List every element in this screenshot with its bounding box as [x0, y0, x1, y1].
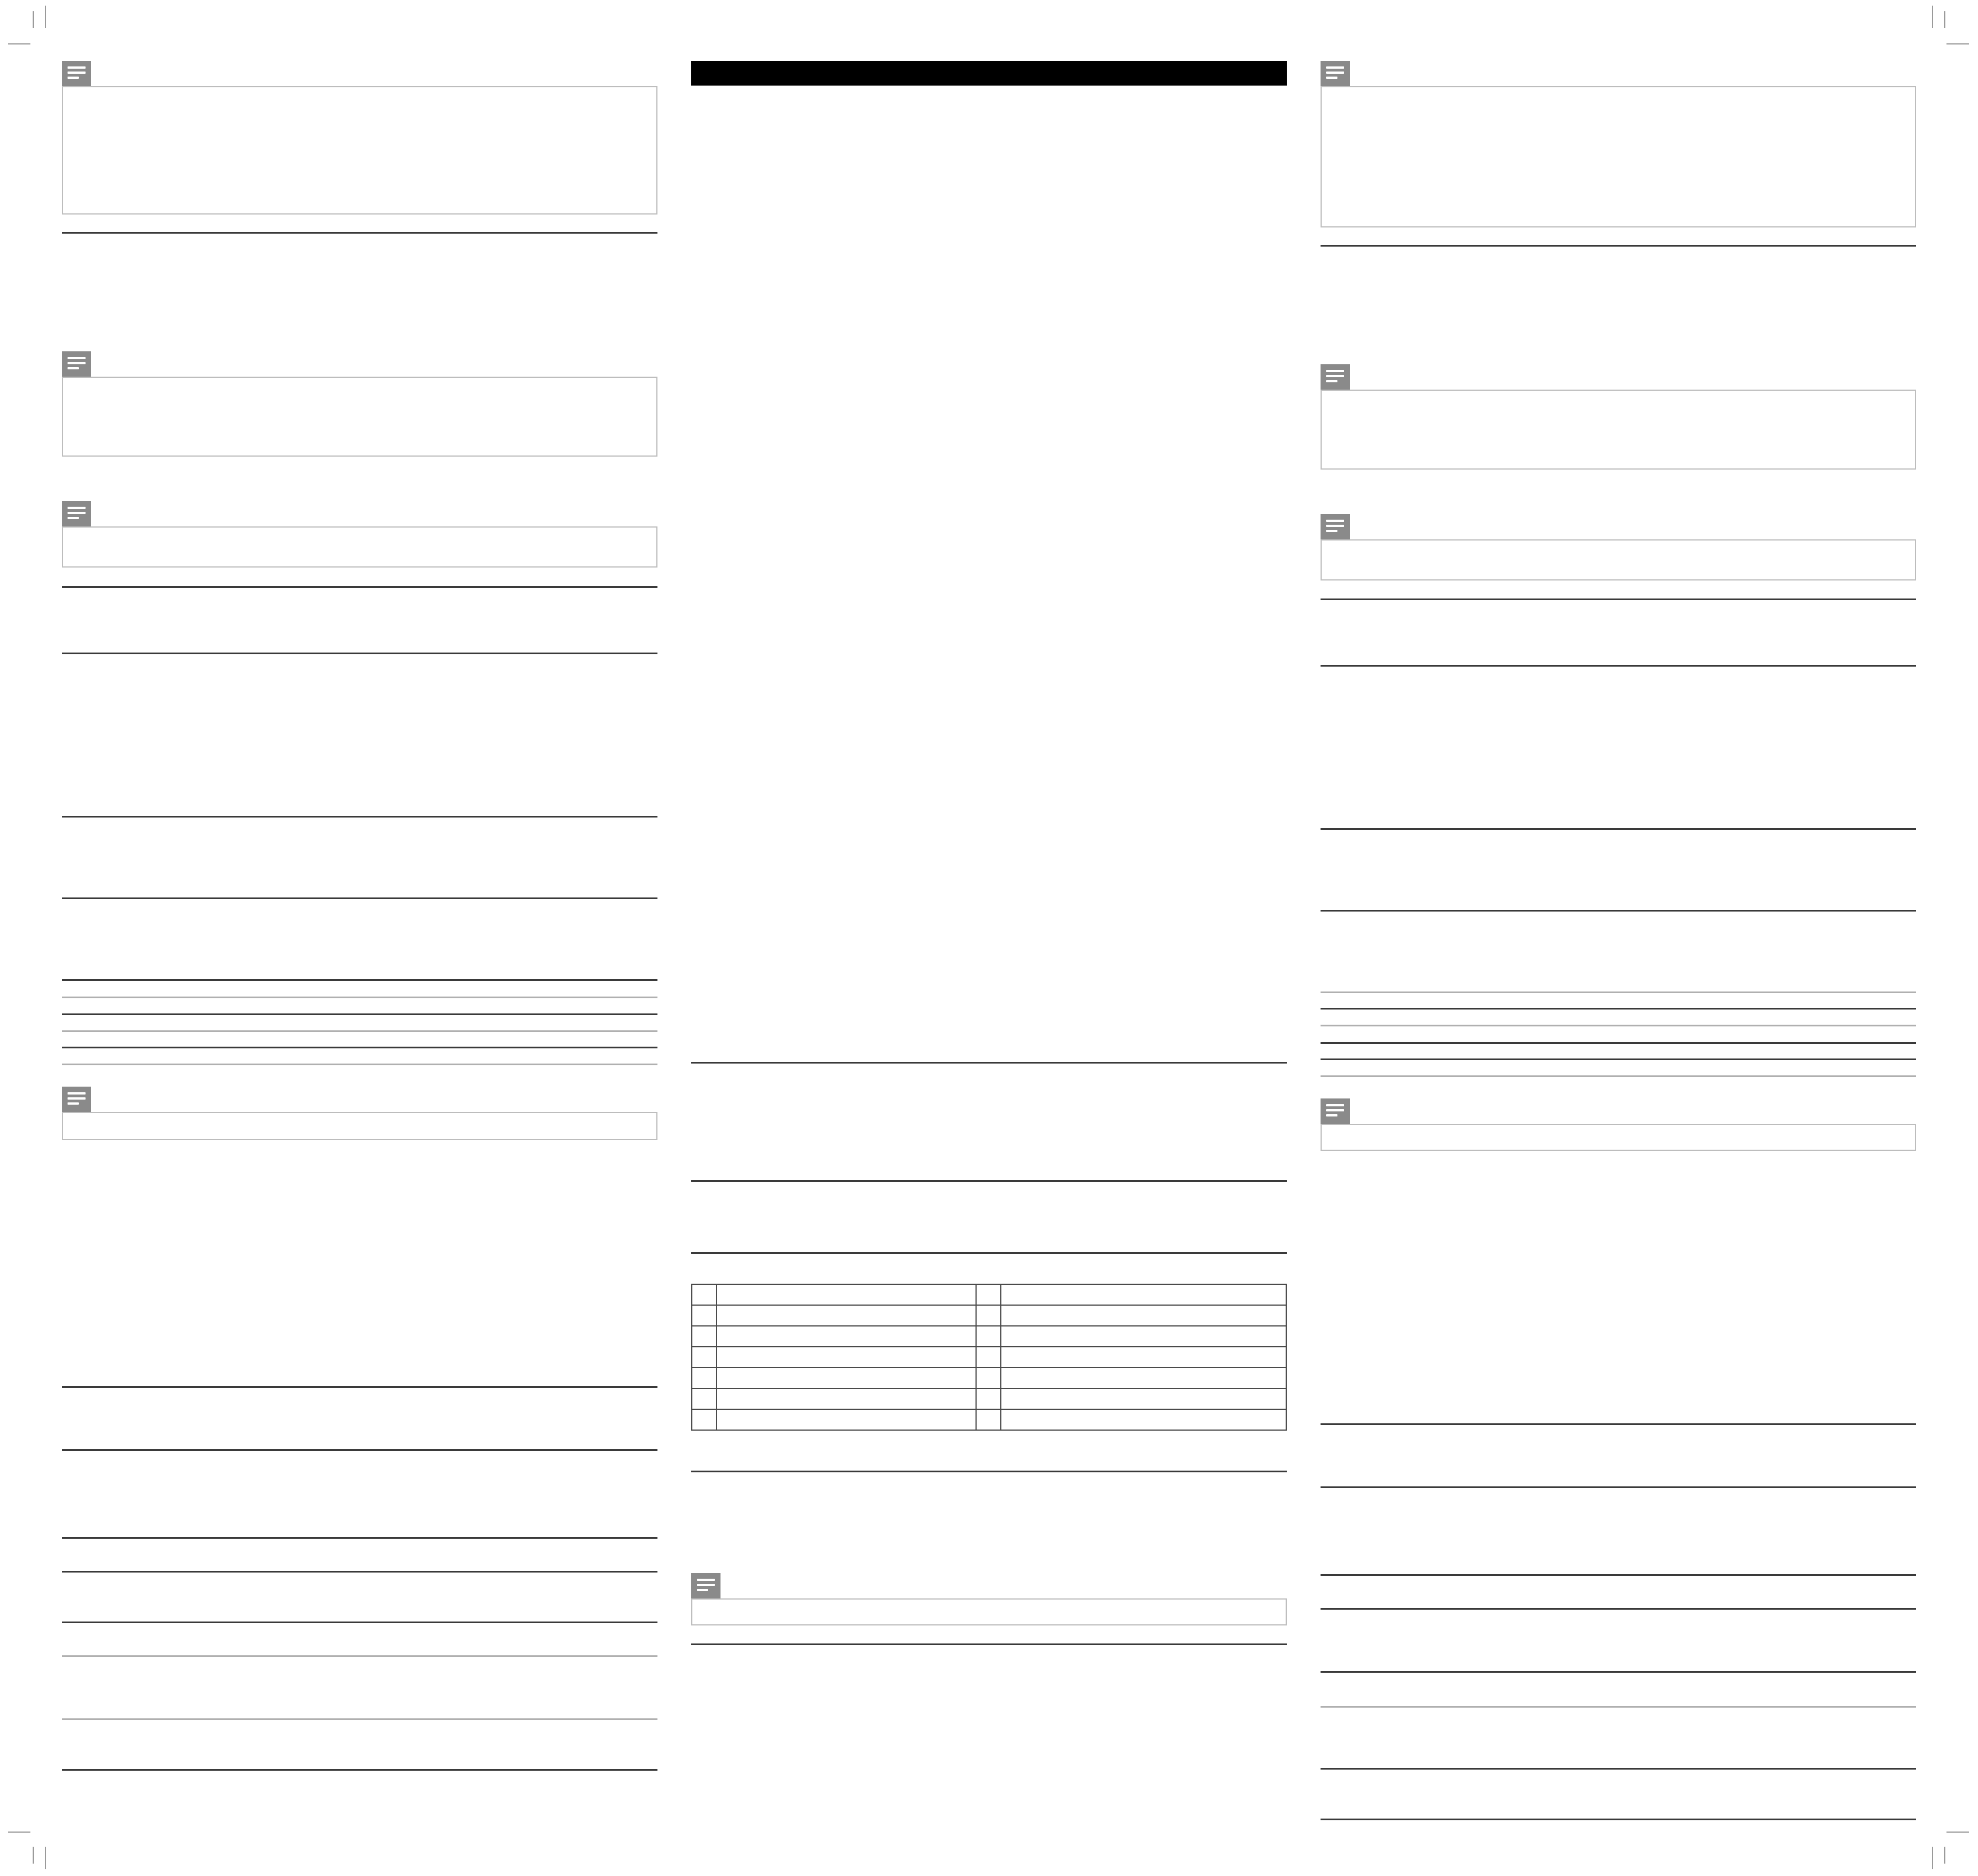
- section-divider: [62, 997, 657, 998]
- section-divider: [691, 1471, 1287, 1472]
- note-icon: [1321, 364, 1350, 390]
- note-box: [1321, 86, 1916, 227]
- table-row: [692, 1326, 1286, 1347]
- section-divider: [1321, 1706, 1916, 1708]
- section-divider: [1321, 1671, 1916, 1673]
- section-divider: [62, 232, 657, 234]
- section-divider: [62, 979, 657, 981]
- section-divider: [691, 1180, 1287, 1182]
- table-row: [692, 1284, 1286, 1305]
- section-divider: [62, 1571, 657, 1573]
- section-divider: [1321, 1008, 1916, 1010]
- note-icon: [62, 351, 91, 377]
- note-box: [62, 1112, 657, 1140]
- note-box: [62, 377, 657, 457]
- spec-table: [691, 1284, 1287, 1431]
- note-icon: [691, 1573, 721, 1599]
- section-divider: [1321, 991, 1916, 993]
- section-divider: [1321, 1486, 1916, 1488]
- note-box: [1321, 1124, 1916, 1151]
- section-divider: [1321, 828, 1916, 830]
- section-divider: [62, 1047, 657, 1048]
- crop-mark: [8, 1832, 30, 1833]
- crop-mark: [1932, 6, 1933, 28]
- crop-mark: [1946, 1832, 1969, 1833]
- section-divider: [62, 586, 657, 588]
- note-box: [691, 1598, 1287, 1625]
- section-divider: [1321, 1058, 1916, 1060]
- note-icon: [62, 501, 91, 527]
- table-row: [692, 1305, 1286, 1326]
- note-box: [1321, 390, 1916, 470]
- note-box: [1321, 539, 1916, 580]
- section-divider: [1321, 1042, 1916, 1044]
- section-divider: [691, 1252, 1287, 1254]
- section-divider: [62, 816, 657, 818]
- table-row: [692, 1368, 1286, 1388]
- note-box: [62, 86, 657, 215]
- table-row: [692, 1388, 1286, 1409]
- section-divider: [1321, 1423, 1916, 1425]
- section-divider: [62, 1386, 657, 1388]
- crop-mark: [33, 1847, 34, 1864]
- section-divider: [62, 1718, 657, 1720]
- section-divider: [1321, 1574, 1916, 1576]
- section-divider: [62, 1622, 657, 1623]
- section-divider: [1321, 910, 1916, 912]
- crop-mark: [8, 43, 30, 44]
- note-icon: [62, 1087, 91, 1113]
- table-row: [692, 1347, 1286, 1368]
- note-box: [62, 526, 657, 568]
- section-divider: [62, 897, 657, 899]
- section-divider: [62, 1537, 657, 1539]
- crop-mark: [33, 11, 34, 28]
- crop-mark: [1944, 11, 1945, 28]
- section-header-bar: [691, 61, 1287, 86]
- note-icon: [1321, 514, 1350, 540]
- section-divider: [1321, 1768, 1916, 1770]
- section-divider: [1321, 1608, 1916, 1610]
- section-divider: [62, 1064, 657, 1065]
- crop-mark: [45, 1847, 46, 1869]
- crop-mark: [1946, 43, 1969, 44]
- section-divider: [1321, 1025, 1916, 1026]
- section-divider: [1321, 665, 1916, 667]
- note-icon: [1321, 1098, 1350, 1124]
- section-divider: [62, 1030, 657, 1032]
- note-icon: [62, 61, 91, 87]
- section-divider: [62, 1449, 657, 1451]
- section-divider: [691, 1062, 1287, 1064]
- table-row: [692, 1409, 1286, 1430]
- section-divider: [62, 1013, 657, 1015]
- section-divider: [1321, 245, 1916, 247]
- section-divider: [1321, 1075, 1916, 1077]
- section-divider: [62, 1769, 657, 1771]
- crop-mark: [45, 6, 46, 28]
- section-divider: [1321, 598, 1916, 600]
- section-divider: [62, 1655, 657, 1657]
- section-divider: [691, 1643, 1287, 1645]
- note-icon: [1321, 61, 1350, 87]
- crop-mark: [1932, 1847, 1933, 1869]
- crop-mark: [1944, 1847, 1945, 1864]
- section-divider: [62, 653, 657, 654]
- section-divider: [1321, 1819, 1916, 1820]
